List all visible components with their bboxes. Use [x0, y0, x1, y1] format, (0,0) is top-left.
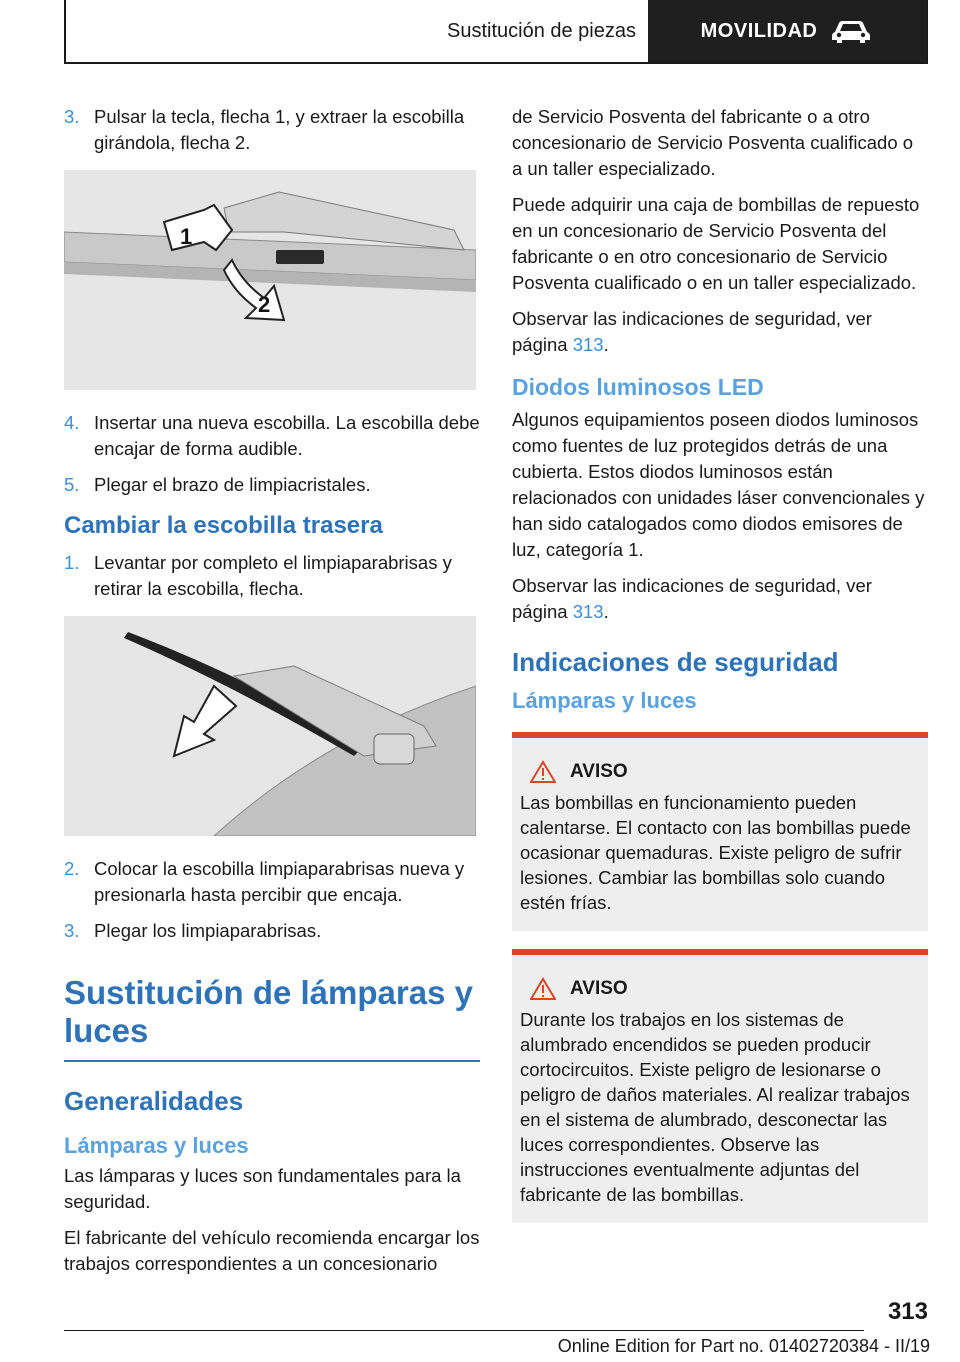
section-title: Sustitución de piezas — [446, 19, 636, 42]
page-link[interactable]: 313 — [572, 601, 604, 622]
bulb-box-paragraph: Puede adquirir una caja de bombillas de repuesto en un concesionario de Servicio Posventa del fabricante o en otro concesionario de Servicio Posventa cualificado o en un taller especializado. — [512, 194, 920, 293]
step-text: Plegar el brazo de limpiacristales. — [94, 474, 371, 495]
car-icon — [829, 18, 873, 44]
safety-reference-text: Observar las indicaciones de seguridad, ver página — [512, 308, 872, 355]
led-paragraph: Algunos equipamientos poseen diodos luminosos como fuentes de luz protegidos detrás de una cubierta. Estos diodos luminosos están relacionados con unidades láser convencionales y han sido catalogados como diodos emisores de luz, categoría 1. — [512, 409, 925, 560]
left-column — [64, 104, 480, 1287]
step-text: Levantar por completo el limpiaparabrisas y retirar la escobilla, flecha. — [94, 552, 452, 599]
step-number: 3. — [64, 920, 80, 941]
step-number: 3. — [64, 106, 80, 127]
chapter-heading: Sustitución de lámparas y luces — [64, 974, 480, 1062]
rear-step-1 — [64, 550, 480, 602]
warning-header — [520, 977, 920, 1001]
step-number: 2. — [64, 858, 80, 879]
wiper-release-figure — [64, 170, 476, 390]
warning-title: AVISO — [570, 978, 628, 999]
lamps-heading: Lámparas y luces — [64, 1133, 249, 1158]
step-number: 5. — [64, 474, 80, 495]
warning-text: Las bombillas en funcionamiento pueden calentarse. El contacto con las bombillas puede ocasionar quemaduras. Existe peligro de sufrir lesiones. Cambiar las bombillas solo cuando estén frías. — [520, 792, 911, 913]
figure-label-2: 2 — [258, 292, 271, 317]
figure-label-1: 1 — [180, 224, 193, 249]
warning-text: Durante los trabajos en los sistemas de alumbrado encendidos se pueden producir cortocircuitos. Existe peligro de lesionarse o peligro de daños materiales. Al realizar trabajos en el sistema de alumbrado, desconectar las luces correspondientes. Observe las instrucciones eventualmente adjuntas del fabricante de las bombillas. — [520, 1009, 910, 1205]
warning-triangle-icon — [530, 977, 556, 1001]
safety-heading: Indicaciones de seguridad — [512, 647, 839, 677]
footer-divider — [64, 1330, 864, 1331]
chapter-title: MOVILIDAD — [700, 19, 818, 42]
safety-reference-text: Observar las indicaciones de seguridad, ver página — [512, 575, 872, 622]
lamps-paragraph-1: Las lámparas y luces son fundamentales para la seguridad. — [64, 1165, 461, 1212]
led-heading: Diodos luminosos LED — [512, 374, 764, 400]
rear-wiper-figure — [64, 616, 476, 836]
step-number: 4. — [64, 412, 80, 433]
continued-paragraph: de Servicio Posventa del fabricante o a otro concesionario de Servicio Posventa cualificado o a un taller especializado. — [512, 106, 914, 179]
rear-wiper-illustration — [64, 616, 476, 836]
step-text: Colocar la escobilla limpiaparabrisas nueva y presionarla hasta percibir que encaja. — [94, 858, 465, 905]
rear-step-2 — [64, 856, 480, 908]
page-header — [64, 0, 928, 64]
step-number: 1. — [64, 552, 80, 573]
step-3 — [64, 104, 480, 156]
warning-box-1 — [512, 732, 928, 931]
step-text: Insertar una nueva escobilla. La escobilla debe encajar de forma audible. — [94, 412, 480, 459]
chapter-tab — [648, 0, 926, 62]
rear-step-3 — [64, 918, 480, 944]
safety-subheading: Lámparas y luces — [512, 688, 697, 713]
edition-note: Online Edition for Part no. 01402720384 - II/19 — [557, 1336, 930, 1356]
rear-wiper-heading: Cambiar la escobilla trasera — [64, 512, 383, 539]
step-text: Pulsar la tecla, flecha 1, y extraer la escobilla girándola, flecha 2. — [94, 106, 465, 153]
general-heading: Generalidades — [64, 1086, 244, 1116]
safety-reference — [512, 573, 928, 625]
safety-reference — [512, 306, 928, 358]
lamps-paragraph-2: El fabricante del vehículo recomienda encargar los trabajos correspondientes a un concesionario — [64, 1227, 480, 1274]
period: . — [603, 601, 609, 622]
period: . — [603, 334, 609, 355]
right-column — [512, 104, 928, 1223]
warning-box-2 — [512, 949, 928, 1223]
wiper-blade-illustration — [64, 170, 476, 390]
warning-header — [520, 760, 920, 784]
page-link[interactable]: 313 — [572, 334, 604, 355]
step-text: Plegar los limpiaparabrisas. — [94, 920, 322, 941]
step-5 — [64, 472, 480, 498]
warning-title: AVISO — [570, 761, 628, 782]
warning-triangle-icon — [530, 760, 556, 784]
page-number: 313 — [887, 1298, 928, 1325]
step-4 — [64, 410, 480, 462]
